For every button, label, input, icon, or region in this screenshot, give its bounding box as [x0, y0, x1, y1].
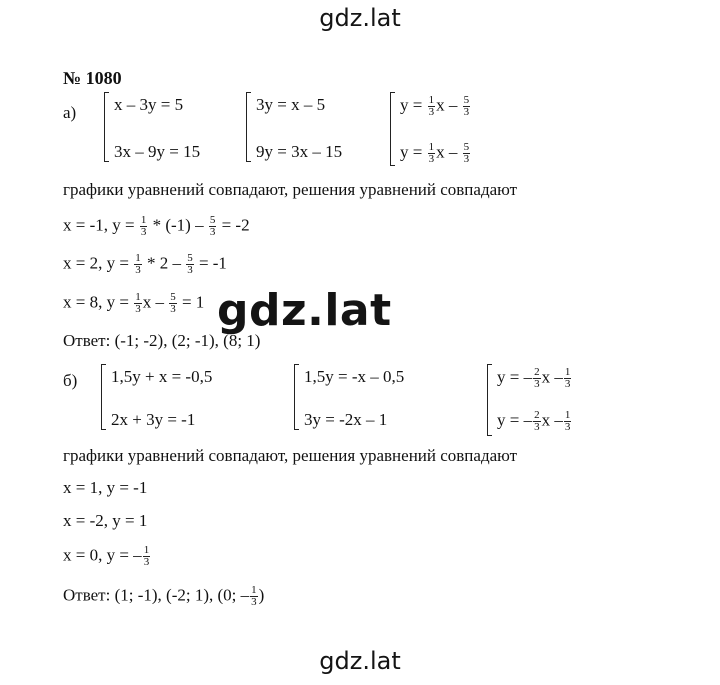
part-b-line-3: x = 0, y = – $\frac{1}{3}$: [63, 544, 150, 568]
equation: 1,5y + x = -0,5: [111, 367, 213, 386]
equation: y = $\frac{1}{3}$ x – $\frac{5}{3}$: [400, 94, 470, 118]
part-b-line-2: x = -2, y = 1: [63, 511, 148, 530]
brace-icon: [487, 364, 495, 436]
part-a-label: а): [63, 103, 77, 122]
watermark-center: gdz.lat: [217, 285, 392, 336]
watermark-bottom: gdz.lat: [319, 647, 401, 675]
part-a-line-3: x = 8, y = $\frac{1}{3}$ x – $\frac{5}{3}$ = 1: [63, 291, 205, 315]
part-b-answer: Ответ: (1; -1), (-2; 1), (0; – $\frac{1}{3}$ ): [63, 584, 265, 608]
part-b-label: б): [63, 371, 78, 390]
part-a-answer: Ответ: (-1; -2), (2; -1), (8; 1): [63, 331, 261, 350]
equation: 2x + 3y = -1: [111, 410, 196, 429]
equation: x – 3y = 5: [114, 95, 184, 114]
part-a-line-2: x = 2, y = $\frac{1}{3}$ * 2 – $\frac{5}{3}$ = -1: [63, 252, 227, 276]
equation: 3y = x – 5: [256, 95, 326, 114]
part-b-statement: графики уравнений совпадают, решения уравнений совпадают: [63, 446, 518, 465]
part-b-line-1: x = 1, y = -1: [63, 478, 148, 497]
equation: 3y = -2x – 1: [304, 410, 388, 429]
equation: y = – $\frac{2}{3}$ x – $\frac{1}{3}$: [497, 366, 571, 390]
equation: y = – $\frac{2}{3}$ x – $\frac{1}{3}$: [497, 409, 571, 433]
brace-icon: [294, 364, 302, 430]
watermark-top: gdz.lat: [319, 4, 401, 32]
problem-number: № 1080: [63, 68, 122, 88]
part-a-statement: графики уравнений совпадают, решения уравнений совпадают: [63, 180, 518, 199]
part-a-line-1: x = -1, y = $\frac{1}{3}$ * (-1) – $\frac{5}{3}$ = -2: [63, 214, 250, 238]
brace-icon: [246, 92, 254, 162]
equation: 1,5y = -x – 0,5: [304, 367, 405, 386]
brace-icon: [104, 92, 112, 162]
equation: 9y = 3x – 15: [256, 142, 343, 161]
equation: 3x – 9y = 15: [114, 142, 201, 161]
equation: y = $\frac{1}{3}$ x – $\frac{5}{3}$: [400, 141, 470, 165]
brace-icon: [101, 364, 109, 430]
brace-icon: [390, 92, 398, 166]
